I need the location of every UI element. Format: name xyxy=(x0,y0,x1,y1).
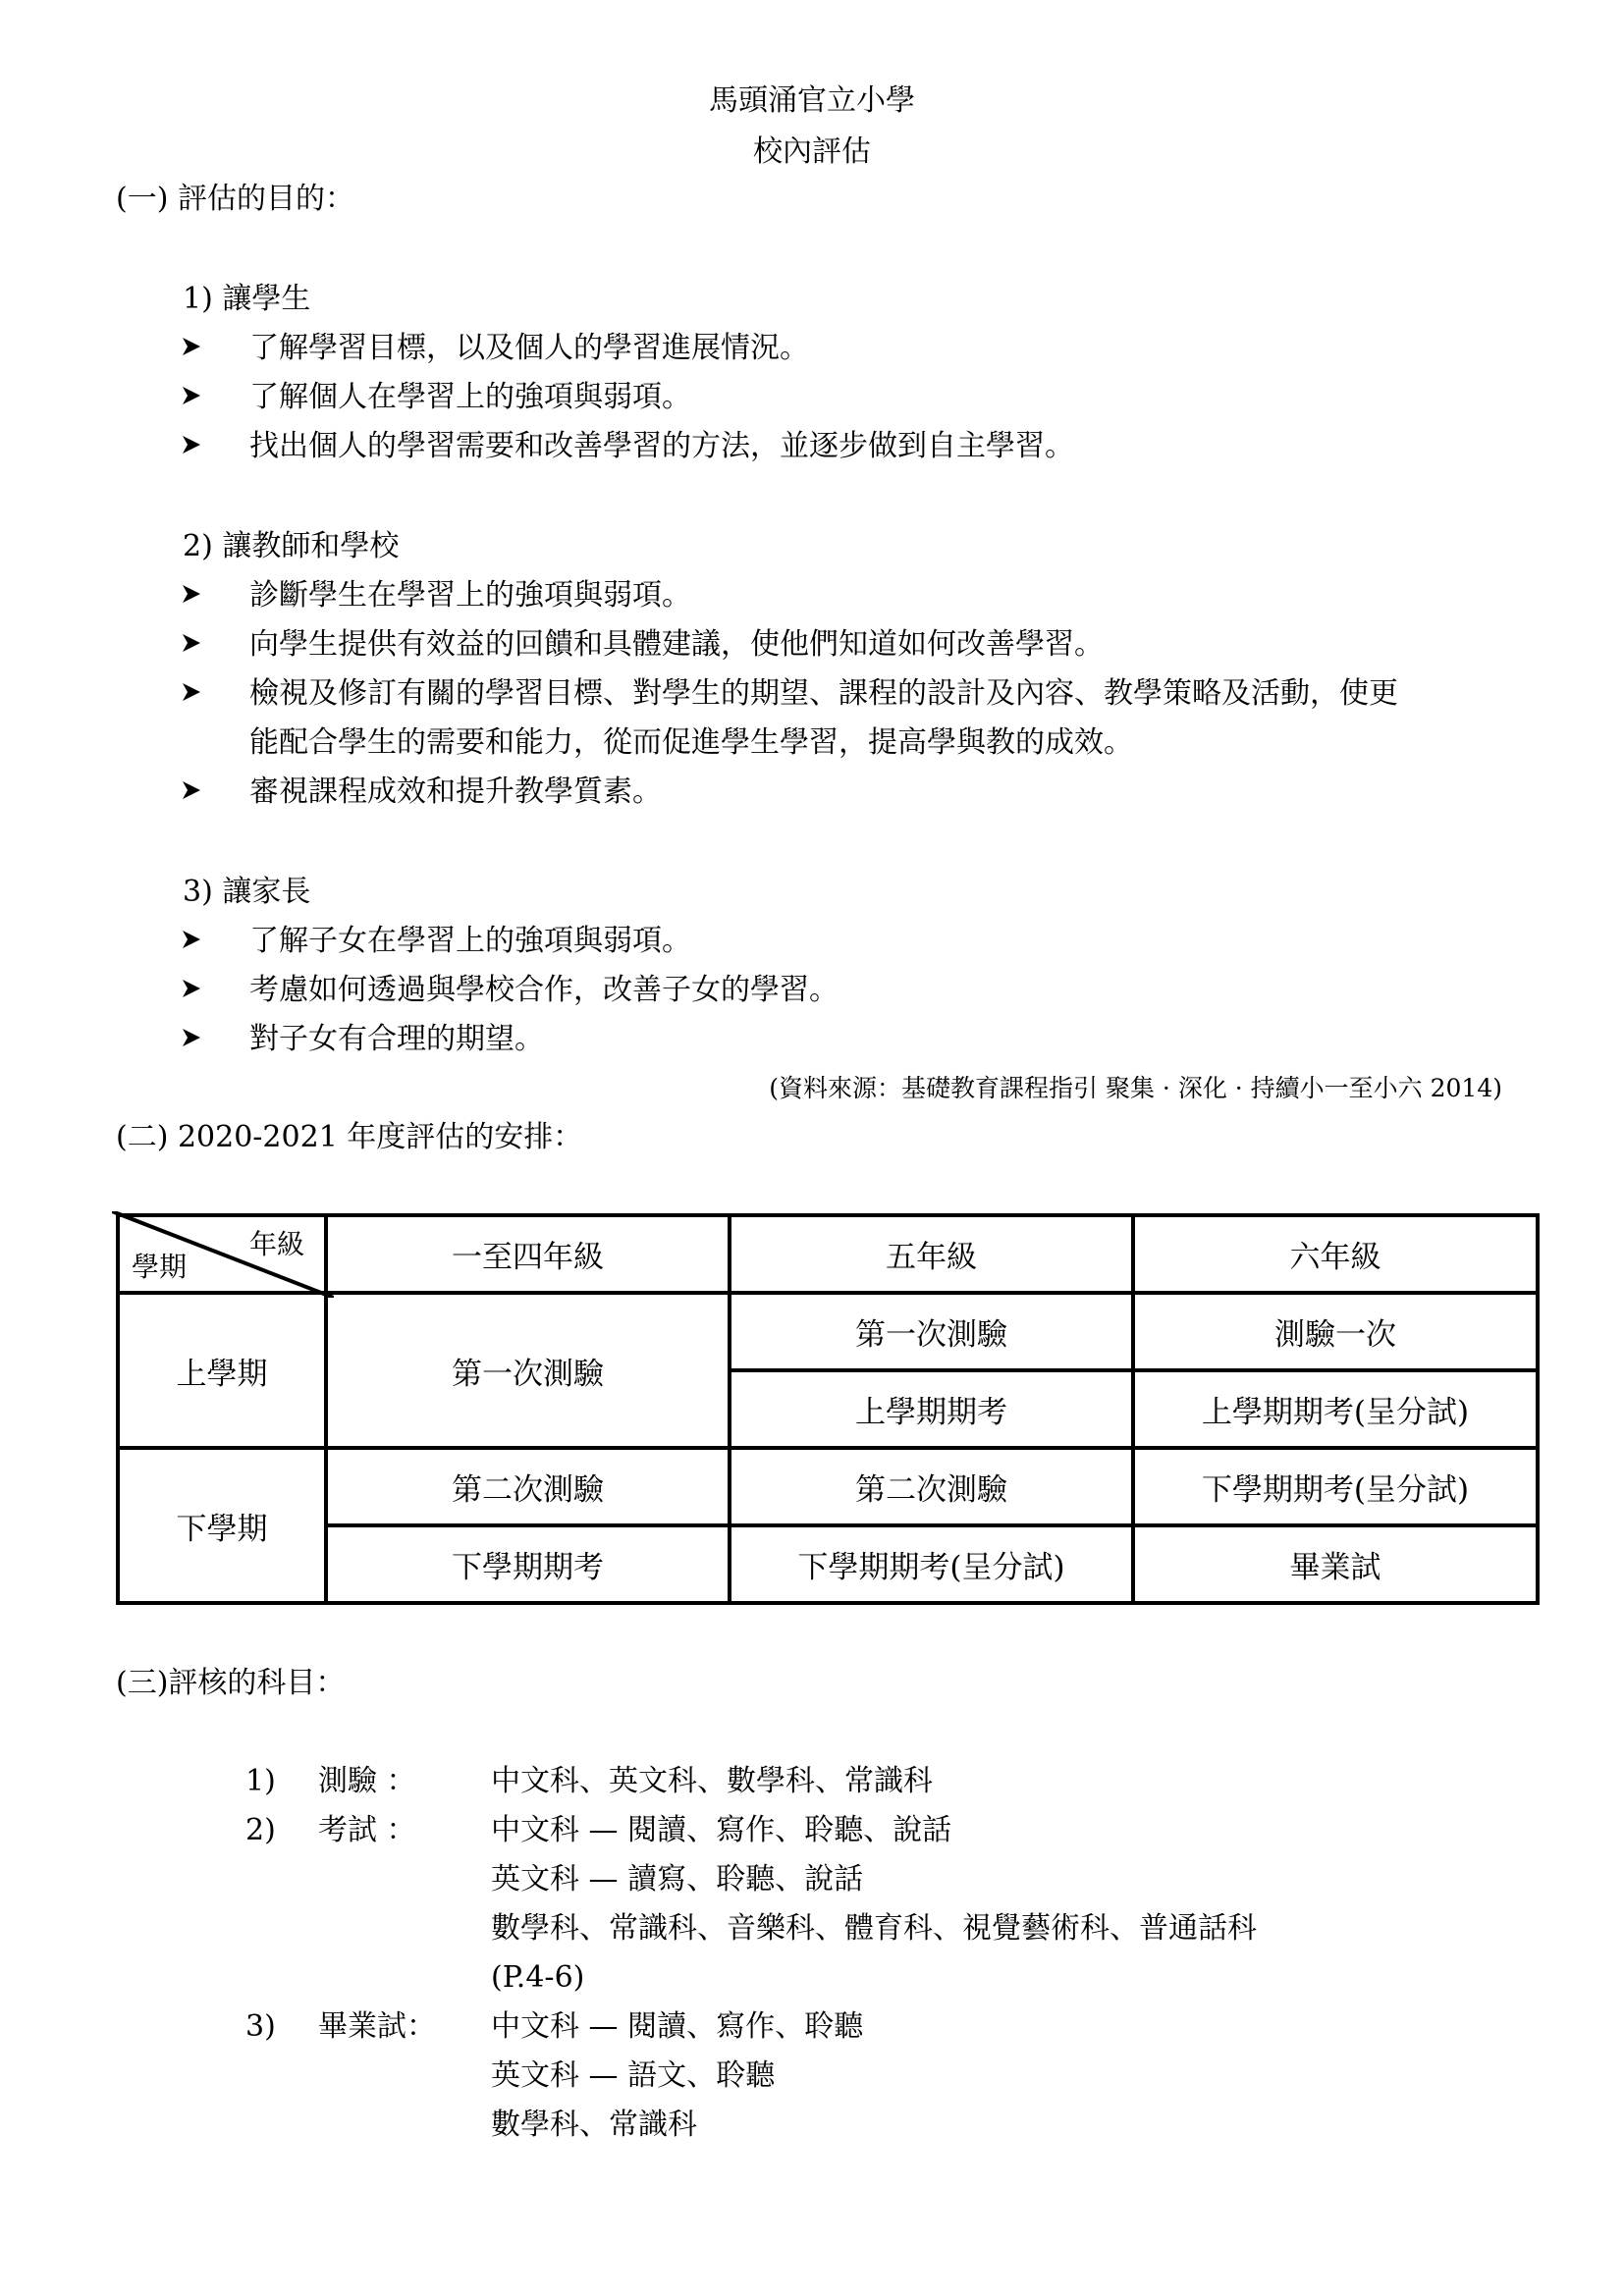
subject-row-number: 2) xyxy=(245,1813,276,1847)
table-cell: 第二次測驗 xyxy=(730,1448,1133,1525)
term-label: 上學期 xyxy=(118,1293,326,1448)
table-cell: 下學期期考(呈分試) xyxy=(730,1525,1133,1603)
subject-row-number: 1) xyxy=(245,1764,276,1798)
section3-heading: (三)評核的科目： xyxy=(116,1666,346,1700)
arrow-bullet-icon xyxy=(181,434,204,455)
table-header-row xyxy=(118,1215,1538,1293)
list-item: 了解個人在學習上的強項與弱項。 xyxy=(249,380,691,414)
subject-line: 中文科、英文科、數學科、常識科 xyxy=(491,1764,933,1798)
list-item: 對子女有合理的期望。 xyxy=(249,1022,544,1056)
arrow-bullet-icon xyxy=(181,779,204,801)
table-row xyxy=(118,1293,1538,1370)
arrow-bullet-icon xyxy=(181,1027,204,1048)
list-item: 找出個人的學習需要和改善學習的方法，並逐步做到自主學習。 xyxy=(249,429,1074,463)
subject-line: 數學科、常識科、音樂科、體育科、視覺藝術科、普通話科 xyxy=(491,1911,1257,1946)
subject-line: 中文科 — 閱讀、寫作、聆聽 xyxy=(491,2009,864,2044)
list-item: 了解子女在學習上的強項與弱項。 xyxy=(249,924,691,958)
table-cell: 上學期期考 xyxy=(730,1370,1133,1448)
table-row xyxy=(118,1448,1538,1525)
subject-row-label: 畢業試： xyxy=(318,2009,436,2044)
subject-line: 數學科、常識科 xyxy=(491,2108,697,2142)
column-header: 一至四年級 xyxy=(326,1215,730,1293)
arrow-bullet-icon xyxy=(181,978,204,999)
arrow-bullet-icon xyxy=(181,385,204,406)
list-item: 了解學習目標，以及個人的學習進展情況。 xyxy=(249,331,809,365)
arrow-bullet-icon xyxy=(181,632,204,654)
table-cell: 上學期期考(呈分試) xyxy=(1133,1370,1538,1448)
table-cell: 第二次測驗 xyxy=(326,1448,730,1525)
section2-heading: (二) 2020-2021 年度評估的安排： xyxy=(116,1120,583,1154)
term-label: 下學期 xyxy=(118,1448,326,1603)
arrow-bullet-icon xyxy=(181,681,204,703)
table-cell: 第一次測驗 xyxy=(730,1293,1133,1370)
source-citation: (資料來源：基礎教育課程指引 聚集 · 深化 · 持續小一至小六 2014) xyxy=(769,1074,1502,1102)
list-item: 向學生提供有效益的回饋和具體建議，使他們知道如何改善學習。 xyxy=(249,627,1104,662)
arrow-bullet-icon xyxy=(181,583,204,605)
table-cell: 第一次測驗 xyxy=(326,1293,730,1448)
subject-line: 英文科 — 語文、聆聽 xyxy=(491,2058,776,2093)
corner-cell xyxy=(118,1215,326,1293)
subject-line: 英文科 — 讀寫、聆聽、說話 xyxy=(491,1862,864,1896)
list-item: 考慮如何透過與學校合作，改善子女的學習。 xyxy=(249,973,839,1007)
table-cell: 測驗一次 xyxy=(1133,1293,1538,1370)
corner-label-term: 學期 xyxy=(132,1251,188,1283)
column-header: 五年級 xyxy=(730,1215,1133,1293)
column-header: 六年級 xyxy=(1133,1215,1538,1293)
table-cell: 下學期期考(呈分試) xyxy=(1133,1448,1538,1525)
list-item-continuation: 能配合學生的需要和能力，從而促進學生學習，提高學與教的成效。 xyxy=(249,725,1133,760)
subject-line: 中文科 — 閱讀、寫作、聆聽、說話 xyxy=(491,1813,952,1847)
subject-row-label: 測驗 ： xyxy=(318,1764,416,1798)
table-cell: 下學期期考 xyxy=(326,1525,730,1603)
list-item: 診斷學生在學習上的強項與弱項。 xyxy=(249,578,691,613)
corner-label-grade: 年級 xyxy=(248,1228,304,1260)
assessment-schedule-table xyxy=(116,1213,1540,1605)
section1-heading: (一) 評估的目的： xyxy=(116,182,354,216)
school-name: 馬頭涌官立小學 xyxy=(709,83,915,118)
page-title: 校內評估 xyxy=(753,134,871,169)
arrow-bullet-icon xyxy=(181,929,204,950)
list-item: 審視課程成效和提升教學質素。 xyxy=(249,774,662,809)
subject-line: (P.4-6) xyxy=(491,1960,585,1995)
group3-label: 3) 讓家長 xyxy=(183,875,311,909)
group1-label: 1) 讓學生 xyxy=(183,282,311,316)
group2-label: 2) 讓教師和學校 xyxy=(183,529,400,563)
table-cell: 畢業試 xyxy=(1133,1525,1538,1603)
arrow-bullet-icon xyxy=(181,336,204,357)
subject-row-number: 3) xyxy=(245,2009,276,2044)
table-row xyxy=(118,1525,1538,1603)
subject-row-label: 考試 ： xyxy=(318,1813,416,1847)
list-item: 檢視及修訂有關的學習目標、對學生的期望、課程的設計及內容、教學策略及活動，使更 xyxy=(249,676,1398,711)
